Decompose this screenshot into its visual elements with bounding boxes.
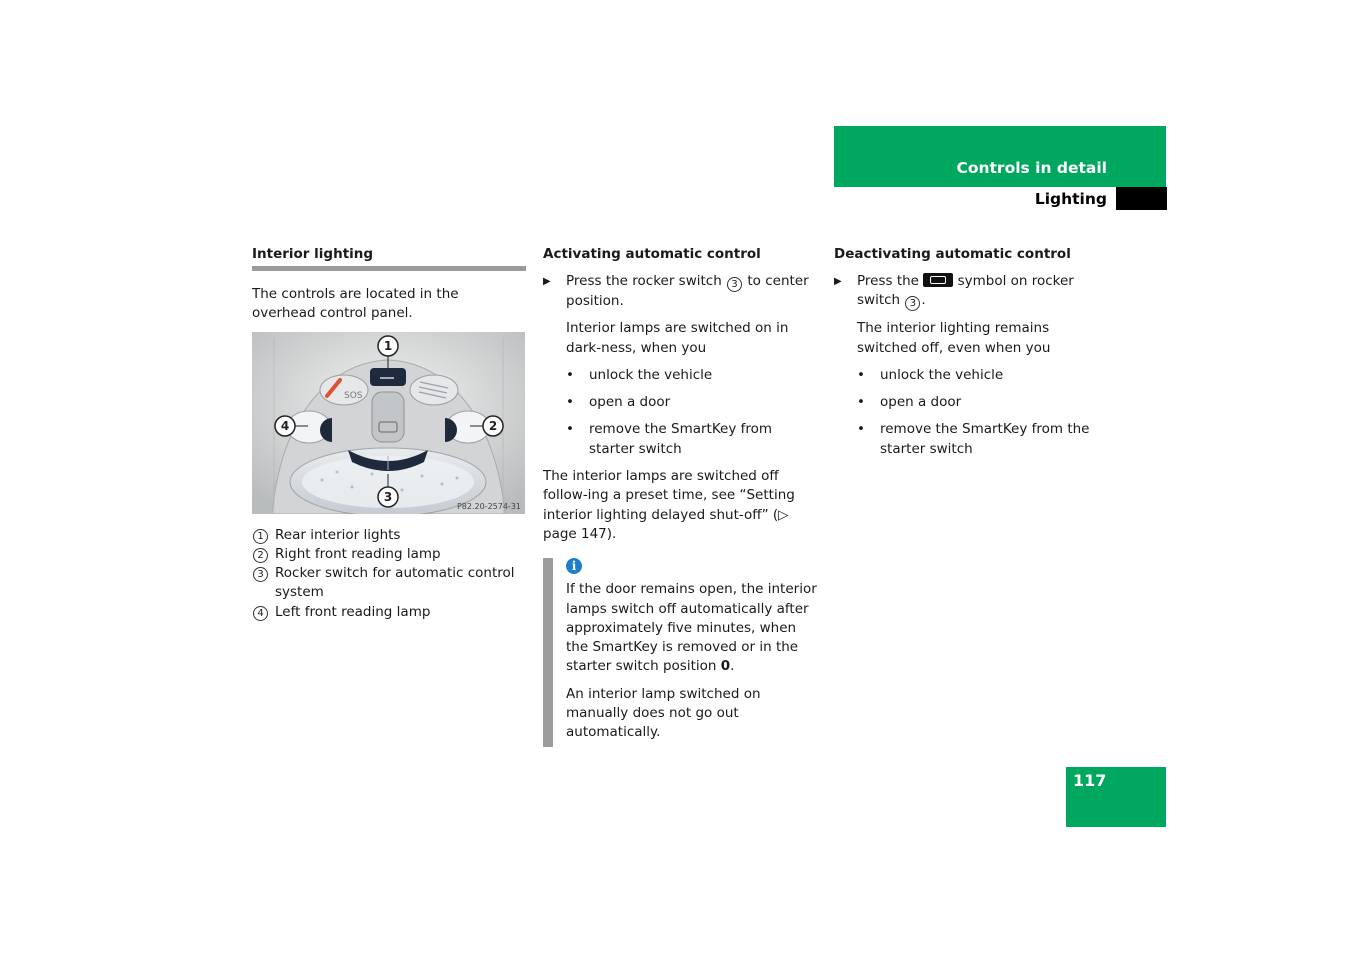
callout-2: 2 <box>488 418 498 433</box>
chapter-title: Controls in detail <box>956 159 1107 177</box>
bullet-dot-icon: • <box>566 421 574 438</box>
heading-rule <box>252 266 526 271</box>
bullet-item <box>543 393 817 412</box>
bullet-dot-icon: • <box>857 394 865 411</box>
legend-number: 3 <box>253 567 268 582</box>
bullet-dot-icon: • <box>857 366 865 383</box>
info-icon: i <box>566 558 582 574</box>
page-ref-arrow-icon: ▷ <box>778 506 789 523</box>
legend-number: 1 <box>253 529 268 544</box>
step-number: 3 <box>727 277 742 292</box>
legend-text: Rear interior lights <box>275 526 401 543</box>
bullet-item <box>543 366 817 385</box>
legend-number: 2 <box>253 548 268 563</box>
callout-1: 1 <box>383 338 393 353</box>
bullet-item <box>834 393 1108 412</box>
step-text-pre: Press the <box>857 273 919 289</box>
info-box <box>543 558 817 746</box>
instruction-step <box>543 272 817 311</box>
section-marker <box>1116 187 1167 210</box>
shutoff-note <box>543 467 817 544</box>
legend-text: Rocker switch for automatic control system <box>275 565 515 601</box>
page-number: 117 <box>1073 771 1107 790</box>
legend-item-3 <box>252 564 526 603</box>
bullet-text: open a door <box>589 394 671 411</box>
info-p1-bold: 0 <box>720 658 731 675</box>
callout-3: 3 <box>383 489 393 504</box>
info-paragraph-2: An interior lamp switched on manually does not go out automatically. <box>566 685 761 741</box>
heading-interior-lighting: Interior lighting <box>252 246 374 262</box>
step-arrow-icon: ▶ <box>834 276 842 287</box>
bullet-text: remove the SmartKey from starter switch <box>589 421 773 457</box>
bullet-text: remove the SmartKey from the starter switch <box>880 421 1090 457</box>
bullet-item <box>834 420 1108 459</box>
bullet-text: unlock the vehicle <box>880 366 1004 383</box>
bullet-dot-icon: • <box>566 394 574 411</box>
column-interior-lighting <box>252 244 526 622</box>
legend-item-2 <box>252 545 526 564</box>
info-p1-end: . <box>730 658 735 675</box>
page-ref-link[interactable]: page 147). <box>543 525 617 542</box>
column-activating <box>543 244 817 747</box>
auto-light-symbol-icon <box>923 273 953 287</box>
step-result: Interior lamps are switched on in dark-ness, when you <box>566 320 789 356</box>
section-title: Lighting <box>1034 190 1107 208</box>
figure-code: P82.20-2574-31 <box>456 501 521 511</box>
bullet-item <box>834 366 1108 385</box>
step-text-mid: symbol on rocker switch <box>857 273 1074 309</box>
overhead-control-panel-figure <box>252 332 525 514</box>
shutoff-note-pre: The interior lamps are switched off follow-ing a preset time, see “Setting interior lighting delayed shut-off” ( <box>543 468 795 523</box>
bullet-item <box>543 420 817 459</box>
bullet-text: open a door <box>880 394 962 411</box>
instruction-step <box>834 272 1108 311</box>
svg-text:SOS: SOS <box>344 390 363 401</box>
intro-text: The controls are located in the overhead control panel. <box>252 286 459 322</box>
bullet-dot-icon: • <box>857 421 865 438</box>
legend-text: Left front reading lamp <box>275 603 431 620</box>
step-text-post: . <box>921 292 926 309</box>
column-deactivating <box>834 244 1108 467</box>
heading-activating: Activating automatic control <box>543 246 761 262</box>
info-paragraph-1 <box>566 580 817 676</box>
legend-number: 4 <box>253 606 268 621</box>
step-text-post: to center position. <box>566 273 809 309</box>
legend-item-1 <box>252 526 526 545</box>
bullet-text: unlock the vehicle <box>589 366 713 383</box>
bullet-dot-icon: • <box>566 366 574 383</box>
heading-deactivating: Deactivating automatic control <box>834 246 1071 262</box>
legend-text: Right front reading lamp <box>275 545 441 562</box>
step-arrow-icon: ▶ <box>543 276 551 287</box>
overhead-panel-illustration <box>252 332 525 514</box>
step-text-pre: Press the rocker switch <box>566 273 722 289</box>
info-p1-text: If the door remains open, the interior lamps switch off automatically after approximately five minutes, when the SmartKey is removed or in the starter switch position <box>566 581 817 675</box>
step-number: 3 <box>905 296 920 311</box>
callout-4: 4 <box>280 418 290 433</box>
info-bar <box>543 558 553 746</box>
legend-item-4 <box>252 603 526 622</box>
step-result: The interior lighting remains switched off, even when you <box>857 320 1051 356</box>
